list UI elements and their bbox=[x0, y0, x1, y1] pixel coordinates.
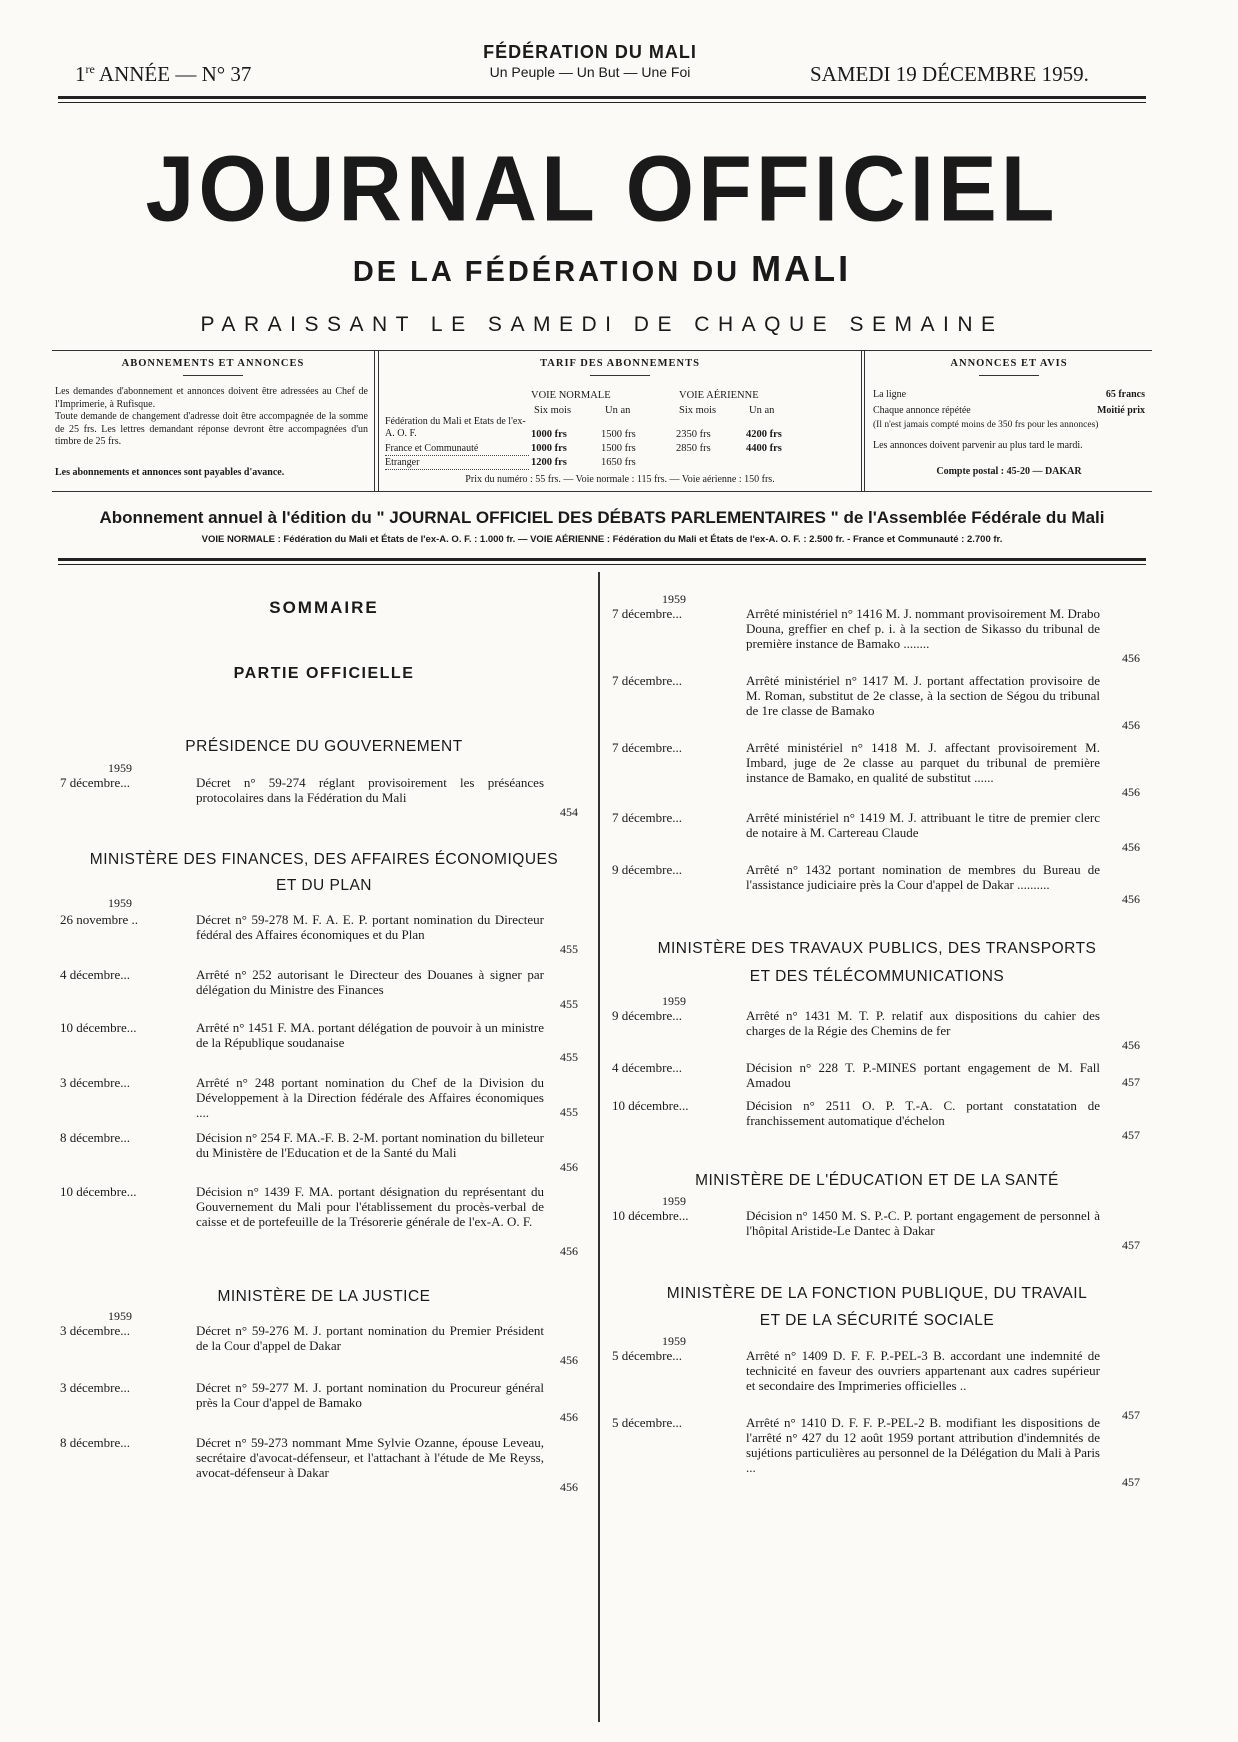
section-finances: MINISTÈRE DES FINANCES, DES AFFAIRES ÉCONOMIQUES bbox=[89, 851, 559, 868]
entry-date: 26 novembre .. bbox=[60, 912, 138, 927]
section-travaux-publics: MINISTÈRE DES TRAVAUX PUBLICS, DES TRANSPORTS bbox=[657, 940, 1097, 957]
entry-year: 1959 bbox=[662, 994, 686, 1008]
entry-page: 455 bbox=[560, 997, 578, 1011]
annonces-box bbox=[864, 351, 1153, 491]
entry-text: Décret n° 59-276 M. J. portant nomination du Premier Président de la Cour d'appel de Dakar bbox=[196, 1323, 544, 1353]
col-six-mois-2: Six mois bbox=[679, 405, 717, 416]
ligne-label: La ligne bbox=[873, 389, 907, 400]
entry-text: Arrêté ministériel n° 1419 M. J. attribuant le titre de premier clerc de notaire à M. Cartereau Claude bbox=[746, 810, 1100, 840]
entry-year: 1959 bbox=[662, 592, 686, 606]
annonces-delai: Les annonces doivent parvenir au plus tard le mardi. bbox=[873, 440, 1083, 451]
entry-date: 7 décembre... bbox=[60, 775, 131, 790]
entry-date: 4 décembre... bbox=[612, 1060, 683, 1075]
column-divider bbox=[598, 572, 600, 1722]
entry-date: 3 décembre... bbox=[60, 1380, 131, 1395]
entry-page: 456 bbox=[560, 1480, 578, 1494]
federation-motto: Un Peuple — Un But — Une Foi bbox=[489, 64, 691, 80]
entry-date: 7 décembre... bbox=[612, 740, 683, 755]
entry-text: Arrêté n° 1410 D. F. F. P.-PEL-2 B. modifiant les dispositions de l'arrêté n° 427 du 12 août 1959 portant attribution d'indemnités de sujétions particulières au personnel de la Délégation du Mali à Paris ... bbox=[746, 1415, 1100, 1475]
issue-date: SAMEDI 19 DÉCEMBRE 1959. bbox=[810, 62, 1089, 86]
ligne-value: 65 francs bbox=[1105, 389, 1145, 400]
section-fonction-publique: MINISTÈRE DE LA FONCTION PUBLIQUE, DU TRAVAIL bbox=[666, 1285, 1088, 1302]
entry-text: Décret n° 59-274 réglant provisoirement les préséances protocolaires dans la Fédération du Mali bbox=[196, 775, 544, 805]
entry-text: Arrêté n° 252 autorisant le Directeur des Douanes à signer par délégation du Ministre des Finances bbox=[196, 967, 544, 997]
entry-text: Arrêté n° 1451 F. MA. portant délégation de pouvoir à un ministre de la République soudanaise bbox=[196, 1020, 544, 1050]
entry-date: 9 décembre... bbox=[612, 862, 683, 877]
entry-page: 455 bbox=[560, 1050, 578, 1064]
col-un-an-1: Un an bbox=[605, 405, 631, 416]
tarif-cell: 2850 frs bbox=[676, 443, 711, 454]
journal-subtitle: DE LA FÉDÉRATION DU MALI bbox=[352, 248, 852, 289]
abonnement-annuel: Abonnement annuel à l'édition du " JOURNAL OFFICIEL DES DÉBATS PARLEMENTAIRES " de l'Assemblée Fédérale du Mali bbox=[99, 508, 1105, 527]
entry-page: 455 bbox=[560, 1105, 578, 1119]
entry-page: 456 bbox=[560, 1160, 578, 1174]
entry-date: 3 décembre... bbox=[60, 1075, 131, 1090]
entry-date: 5 décembre... bbox=[612, 1415, 683, 1430]
entry-date: 7 décembre... bbox=[612, 606, 683, 621]
entry-date: 7 décembre... bbox=[612, 673, 683, 688]
subscription-boxes bbox=[52, 350, 1152, 492]
entry-page: 454 bbox=[560, 805, 578, 819]
entry-page: 456 bbox=[560, 1244, 578, 1258]
federation-name: FÉDÉRATION DU MALI bbox=[483, 42, 697, 62]
entry-year: 1959 bbox=[108, 1309, 132, 1323]
annonces-heading: ANNONCES ET AVIS bbox=[865, 351, 1153, 376]
entry-text: Décision n° 254 F. MA.-F. B. 2-M. portant nomination du billeteur du Ministère de l'Education et de la Santé du Mali bbox=[196, 1130, 544, 1160]
tarif-box bbox=[378, 351, 862, 491]
tarif-row-label: France et Communauté bbox=[385, 442, 529, 456]
col-un-an-2: Un an bbox=[749, 405, 775, 416]
publication-frequency: PARAISSANT LE SAMEDI DE CHAQUE SEMAINE bbox=[200, 313, 1004, 336]
entry-year: 1959 bbox=[662, 1334, 686, 1348]
abonnements-heading: ABONNEMENTS ET ANNONCES bbox=[52, 351, 374, 376]
entry-page: 456 bbox=[560, 1410, 578, 1424]
entry-page: 457 bbox=[1122, 1408, 1140, 1422]
entry-page: 456 bbox=[1122, 892, 1140, 906]
col-six-mois-1: Six mois bbox=[534, 405, 572, 416]
entry-year: 1959 bbox=[108, 896, 132, 910]
entry-page: 456 bbox=[1122, 785, 1140, 799]
entry-date: 4 décembre... bbox=[60, 967, 131, 982]
entry-date: 10 décembre... bbox=[612, 1098, 689, 1113]
tarif-cell: 1500 frs bbox=[601, 429, 636, 440]
tarif-cell: 2350 frs bbox=[676, 429, 711, 440]
entry-page: 457 bbox=[1122, 1128, 1140, 1142]
header-rule bbox=[58, 96, 1146, 103]
abonnements-text-2: Toute demande de changement d'adresse doit être accompagnée de la somme de 25 frs. Les lettres demandant réponse devront être accompagnées d'un timbre de 25 frs. bbox=[55, 411, 368, 447]
section-finances-2: ET DU PLAN bbox=[275, 877, 373, 894]
sommaire-rule bbox=[58, 558, 1146, 565]
entry-text: Arrêté n° 248 portant nomination du Chef de la Division du Développement à la Direction fédérale des Affaires économiques .... bbox=[196, 1075, 544, 1120]
entry-text: Décision n° 1439 F. MA. portant désignation du représentant du Gouvernement du Mali pour l'établissement du procès-verbal de caisse et de portefeuille de la Trésorerie générale de l'ex-A. O. F. bbox=[196, 1184, 544, 1229]
abonnements-payable: Les abonnements et annonces sont payables d'avance. bbox=[55, 467, 285, 478]
entry-page: 456 bbox=[1122, 718, 1140, 732]
entry-text: Arrêté ministériel n° 1416 M. J. nommant provisoirement M. Drabo Douna, greffier en chef p. i. à la section de Sikasso du tribunal de première instance de Bamako ........ bbox=[746, 606, 1100, 651]
entry-date: 10 décembre... bbox=[60, 1020, 137, 1035]
voie-normale-label: VOIE NORMALE bbox=[531, 390, 611, 401]
section-justice: MINISTÈRE DE LA JUSTICE bbox=[217, 1288, 431, 1305]
entry-date: 7 décembre... bbox=[612, 810, 683, 825]
entry-page: 456 bbox=[1122, 840, 1140, 854]
entry-page: 455 bbox=[560, 942, 578, 956]
header-federation bbox=[440, 42, 740, 80]
tarif-cell: 1000 frs bbox=[531, 443, 567, 454]
journal-title: JOURNAL OFFICIEL bbox=[145, 136, 1059, 241]
entry-year: 1959 bbox=[108, 761, 132, 775]
entry-text: Arrêté n° 1431 M. T. P. relatif aux dispositions du cahier des charges de la Régie des Chemins de fer bbox=[746, 1008, 1100, 1038]
entry-text: Arrêté n° 1409 D. F. F. P.-PEL-3 B. accordant une indemnité de technicité en faveur des ouvriers appartenant aux cadres supérieur et secondaire des Imprimeries officielles .. bbox=[746, 1348, 1100, 1393]
compte-postal: Compte postal : 45-20 — DAKAR bbox=[936, 466, 1082, 477]
tarif-cell: 4200 frs bbox=[746, 429, 782, 440]
entry-page: 457 bbox=[1122, 1475, 1140, 1489]
abonnements-box bbox=[52, 351, 375, 491]
entry-date: 5 décembre... bbox=[612, 1348, 683, 1363]
partie-officielle-heading: PARTIE OFFICIELLE bbox=[233, 665, 415, 682]
entry-page: 457 bbox=[1122, 1075, 1140, 1089]
section-fonction-publique-2: ET DE LA SÉCURITÉ SOCIALE bbox=[759, 1312, 995, 1329]
abonnements-text-1: Les demandes d'abonnement et annonces doivent être adressées au Chef de l'Imprimerie, à Rufisque. bbox=[55, 386, 368, 410]
tarif-row-label: Etranger bbox=[385, 456, 529, 470]
entry-text: Décision n° 1450 M. S. P.-C. P. portant engagement de personnel à l'hôpital Aristide-Le Dantec à Dakar bbox=[746, 1208, 1100, 1238]
repetee-value: Moitié prix bbox=[1096, 405, 1145, 416]
tarif-cell: 4400 frs bbox=[746, 443, 782, 454]
entry-date: 3 décembre... bbox=[60, 1323, 131, 1338]
entry-text: Arrêté n° 1432 portant nomination de membres du Bureau de l'assistance judiciaire près la Cour d'appel de Dakar .......... bbox=[746, 862, 1100, 892]
entry-text: Arrêté ministériel n° 1418 M. J. affectant provisoirement M. Imbard, juge de 2e classe au parquet du tribunal de première instance de Bamako, en qualité de substitut ...... bbox=[746, 740, 1100, 785]
entry-date: 8 décembre... bbox=[60, 1130, 131, 1145]
tarif-cell: 1500 frs bbox=[601, 443, 636, 454]
section-presidence: PRÉSIDENCE DU GOUVERNEMENT bbox=[185, 738, 463, 755]
entry-date: 9 décembre... bbox=[612, 1008, 683, 1023]
tarif-row-label: Fédération du Mali et Etats de l'ex-A. O. F. bbox=[385, 416, 526, 439]
entry-text: Décret n° 59-278 M. F. A. E. P. portant nomination du Directeur fédéral des Affaires économiques et du Plan bbox=[196, 912, 544, 942]
section-education: MINISTÈRE DE L'ÉDUCATION ET DE LA SANTÉ bbox=[695, 1172, 1059, 1189]
abonnement-details: VOIE NORMALE : Fédération du Mali et États de l'ex-A. O. F. : 1.000 fr. — VOIE AÉRIENNE : Fédération du Mali et États de l'ex-A. O. F. : 2.500 fr. - France et Communauté : 2.700 fr. bbox=[201, 534, 1003, 545]
entry-text: Décret n° 59-273 nommant Mme Sylvie Ozanne, épouse Leveau, secrétaire d'avocat-défenseur, et l'attachant à l'étude de Me Reyss, avocat-défenseur à Dakar bbox=[196, 1435, 544, 1480]
tarif-heading: TARIF DES ABONNEMENTS bbox=[379, 351, 861, 376]
entry-page: 456 bbox=[1122, 1038, 1140, 1052]
entry-page: 456 bbox=[560, 1353, 578, 1367]
entry-date: 10 décembre... bbox=[612, 1208, 689, 1223]
entry-text: Décret n° 59-277 M. J. portant nomination du Procureur général près la Cour d'appel de Bamako bbox=[196, 1380, 544, 1410]
issue-number: 1re ANNÉE — N° 37 bbox=[75, 62, 252, 86]
voie-aerienne-label: VOIE AÉRIENNE bbox=[679, 390, 759, 401]
repetee-label: Chaque annonce répétée bbox=[873, 405, 971, 416]
tarif-cell: 1650 frs bbox=[601, 457, 636, 468]
annonces-note: (Il n'est jamais compté moins de 350 frs pour les annonces) bbox=[873, 420, 1099, 430]
entry-year: 1959 bbox=[662, 1194, 686, 1208]
entry-text: Décision n° 228 T. P.-MINES portant engagement de M. Fall Amadou bbox=[746, 1060, 1100, 1090]
entry-text: Arrêté ministériel n° 1417 M. J. portant affectation provisoire de M. Roman, substitut de 2e classe, à la section de Ségou du tribunal de 1re classe de Bamako bbox=[746, 673, 1100, 718]
section-travaux-publics-2: ET DES TÉLÉCOMMUNICATIONS bbox=[749, 968, 1005, 985]
entry-text: Décision n° 2511 O. P. T.-A. C. portant constatation de franchissement automatique d'échelon bbox=[746, 1098, 1100, 1128]
tarif-cell: 1000 frs bbox=[531, 429, 567, 440]
entry-page: 456 bbox=[1122, 651, 1140, 665]
sommaire-heading: SOMMAIRE bbox=[269, 598, 379, 617]
tarif-cell: 1200 frs bbox=[531, 457, 567, 468]
entry-page: 457 bbox=[1122, 1238, 1140, 1252]
entry-date: 10 décembre... bbox=[60, 1184, 137, 1199]
entry-date: 8 décembre... bbox=[60, 1435, 131, 1450]
prix-numero: Prix du numéro : 55 frs. — Voie normale : 115 frs. — Voie aérienne : 150 frs. bbox=[465, 474, 775, 485]
